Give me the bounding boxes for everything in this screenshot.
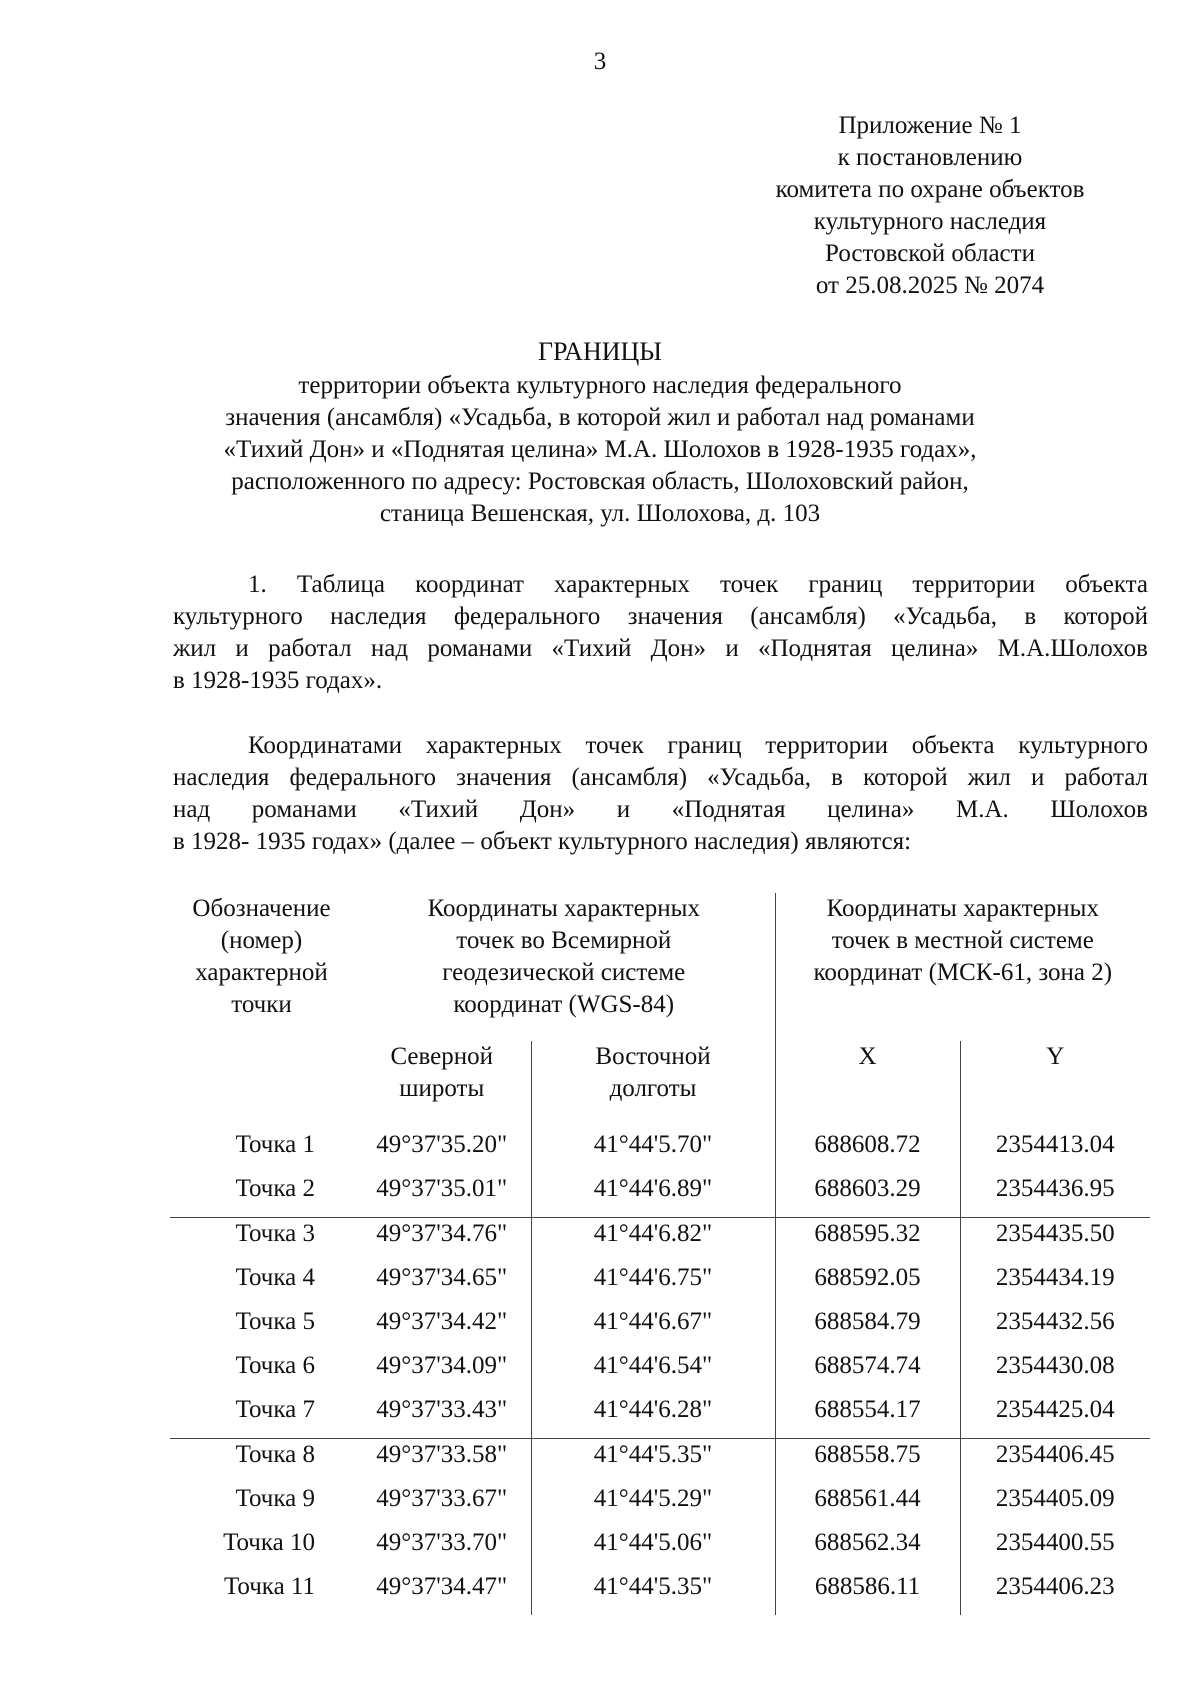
x-coordinate-cell: 688558.75 <box>775 1439 960 1484</box>
paragraph-line: над романами «Тихий Дон» и «Поднятая целина» М.А. Шолохов <box>173 796 1148 823</box>
longitude-cell: 41°44'5.06" <box>531 1527 775 1571</box>
latitude-cell: 49°37'35.01" <box>376 1175 508 1202</box>
latitude-cell: 49°37'34.76" <box>353 1218 531 1263</box>
appendix-line: к постановлению <box>837 144 1023 171</box>
x-coordinate-cell: 688584.79 <box>775 1306 960 1350</box>
table-row <box>170 1129 1150 1173</box>
point-name-cell: Точка 11 <box>223 1573 315 1600</box>
longitude-cell: 41°44'6.28" <box>531 1394 775 1439</box>
latitude-cell: 49°37'34.42" <box>376 1308 508 1335</box>
x-coordinate-cell: 688562.34 <box>775 1527 960 1571</box>
appendix-line: комитета по охране объектов <box>775 176 1085 203</box>
appendix-line: Ростовской области <box>825 240 1035 267</box>
table-row <box>170 1571 1150 1615</box>
header-wgs84: Координаты характерных точек во Всемирной геодезической системе координат (WGS-84) <box>427 895 700 1018</box>
y-coordinate-cell: 2354400.55 <box>960 1527 1150 1571</box>
y-coordinate-cell: 2354434.19 <box>960 1262 1150 1306</box>
x-coordinate-cell: 688592.05 <box>775 1262 960 1306</box>
longitude-cell: 41°44'6.67" <box>531 1306 775 1350</box>
x-coordinate-cell: 688554.17 <box>775 1394 960 1439</box>
latitude-cell: 49°37'34.65" <box>376 1264 508 1291</box>
latitude-cell: 49°37'34.09" <box>376 1352 508 1379</box>
y-coordinate-cell: 2354432.56 <box>960 1306 1150 1350</box>
paragraph-line: в 1928- 1935 годах» (далее – объект культурного наследия) являются: <box>173 828 912 855</box>
y-coordinate-cell: 2354436.95 <box>960 1173 1150 1218</box>
document-subtitle <box>0 370 1200 530</box>
point-name-cell: Точка 10 <box>223 1529 315 1556</box>
point-name-cell: Точка 1 <box>235 1131 315 1158</box>
header-latitude: Северной широты <box>390 1043 494 1102</box>
y-coordinate-cell: 2354413.04 <box>960 1129 1150 1173</box>
latitude-cell: 49°37'33.67" <box>376 1485 508 1512</box>
table-row <box>170 1483 1150 1527</box>
point-name-cell: Точка 6 <box>235 1352 315 1379</box>
table-row <box>170 1527 1150 1571</box>
longitude-cell: 41°44'5.35" <box>531 1439 775 1484</box>
document-title: ГРАНИЦЫ <box>538 337 662 366</box>
paragraph-coordinates <box>173 730 1148 858</box>
table-row <box>170 1262 1150 1306</box>
x-coordinate-cell: 688561.44 <box>775 1483 960 1527</box>
y-coordinate-cell: 2354425.04 <box>960 1394 1150 1439</box>
table-row <box>170 1439 1150 1484</box>
y-coordinate-cell: 2354406.45 <box>960 1439 1150 1484</box>
table-row <box>170 1306 1150 1350</box>
latitude-cell: 49°37'33.58" <box>353 1439 531 1484</box>
y-coordinate-cell: 2354405.09 <box>960 1483 1150 1527</box>
y-coordinate-cell: 2354435.50 <box>960 1218 1150 1263</box>
longitude-cell: 41°44'5.70" <box>531 1129 775 1173</box>
header-x: X <box>775 1041 960 1129</box>
latitude-cell: 49°37'33.70" <box>376 1529 508 1556</box>
header-longitude: Восточной долготы <box>531 1041 775 1129</box>
table-row <box>170 1218 1150 1263</box>
y-coordinate-cell: 2354406.23 <box>960 1571 1150 1615</box>
coordinates-table <box>170 893 1150 1615</box>
longitude-cell: 41°44'5.29" <box>531 1483 775 1527</box>
paragraph-line: наследия федерального значения (ансамбля) «Усадьба, в которой жил и работал <box>173 764 1148 791</box>
x-coordinate-cell: 688586.11 <box>775 1571 960 1615</box>
longitude-cell: 41°44'5.35" <box>531 1571 775 1615</box>
point-name-cell: Точка 8 <box>170 1439 353 1484</box>
paragraph-line: 1. Таблица координат характерных точек границ территории объекта <box>248 571 1148 598</box>
table-row <box>170 1394 1150 1439</box>
x-coordinate-cell: 688603.29 <box>775 1173 960 1218</box>
longitude-cell: 41°44'6.75" <box>531 1262 775 1306</box>
paragraph-line: жил и работал над романами «Тихий Дон» и «Поднятая целина» М.А.Шолохов <box>173 635 1148 662</box>
paragraph-line: в 1928-1935 годах». <box>173 667 383 694</box>
longitude-cell: 41°44'6.89" <box>531 1173 775 1218</box>
point-name-cell: Точка 9 <box>235 1485 315 1512</box>
paragraph-line: Координатами характерных точек границ территории объекта культурного <box>248 732 1148 759</box>
point-name-cell: Точка 3 <box>170 1218 353 1263</box>
paragraph-line: культурного наследия федерального значения (ансамбля) «Усадьба, в которой <box>173 603 1148 630</box>
longitude-cell: 41°44'6.82" <box>531 1218 775 1263</box>
latitude-cell: 49°37'35.20" <box>376 1131 508 1158</box>
x-coordinate-cell: 688574.74 <box>775 1350 960 1394</box>
subtitle-line: территории объекта культурного наследия федерального <box>298 372 902 399</box>
header-point-designation: Обозначение (номер) характерной точки <box>192 895 331 1018</box>
paragraph-table-intro <box>173 569 1148 697</box>
header-msk61: Координаты характерных точек в местной системе координат (МСК-61, зона 2) <box>775 893 1150 1041</box>
table-header-row <box>170 893 1150 1041</box>
x-coordinate-cell: 688608.72 <box>775 1129 960 1173</box>
header-y: Y <box>960 1041 1150 1129</box>
subtitle-line: станица Вешенская, ул. Шолохова, д. 103 <box>379 500 821 527</box>
appendix-block <box>690 110 1170 302</box>
subtitle-line: значения (ансамбля) «Усадьба, в которой жил и работал над романами <box>225 404 975 431</box>
appendix-line: от 25.08.2025 № 2074 <box>815 272 1045 299</box>
latitude-cell: 49°37'34.47" <box>376 1573 508 1600</box>
appendix-line: Приложение № 1 <box>838 112 1022 139</box>
y-coordinate-cell: 2354430.08 <box>960 1350 1150 1394</box>
latitude-cell: 49°37'33.43" <box>376 1396 508 1423</box>
point-name-cell: Точка 7 <box>235 1396 315 1423</box>
table-row <box>170 1350 1150 1394</box>
page-number: 3 <box>593 48 607 75</box>
appendix-line: культурного наследия <box>813 208 1047 235</box>
x-coordinate-cell: 688595.32 <box>775 1218 960 1263</box>
subtitle-line: расположенного по адресу: Ростовская область, Шолоховский район, <box>231 468 969 495</box>
subtitle-line: «Тихий Дон» и «Поднятая целина» М.А. Шолохов в 1928-1935 годах», <box>223 436 977 463</box>
point-name-cell: Точка 2 <box>235 1175 315 1202</box>
point-name-cell: Точка 5 <box>235 1308 315 1335</box>
table-body <box>170 1129 1150 1615</box>
point-name-cell: Точка 4 <box>235 1264 315 1291</box>
table-row <box>170 1173 1150 1218</box>
longitude-cell: 41°44'6.54" <box>531 1350 775 1394</box>
